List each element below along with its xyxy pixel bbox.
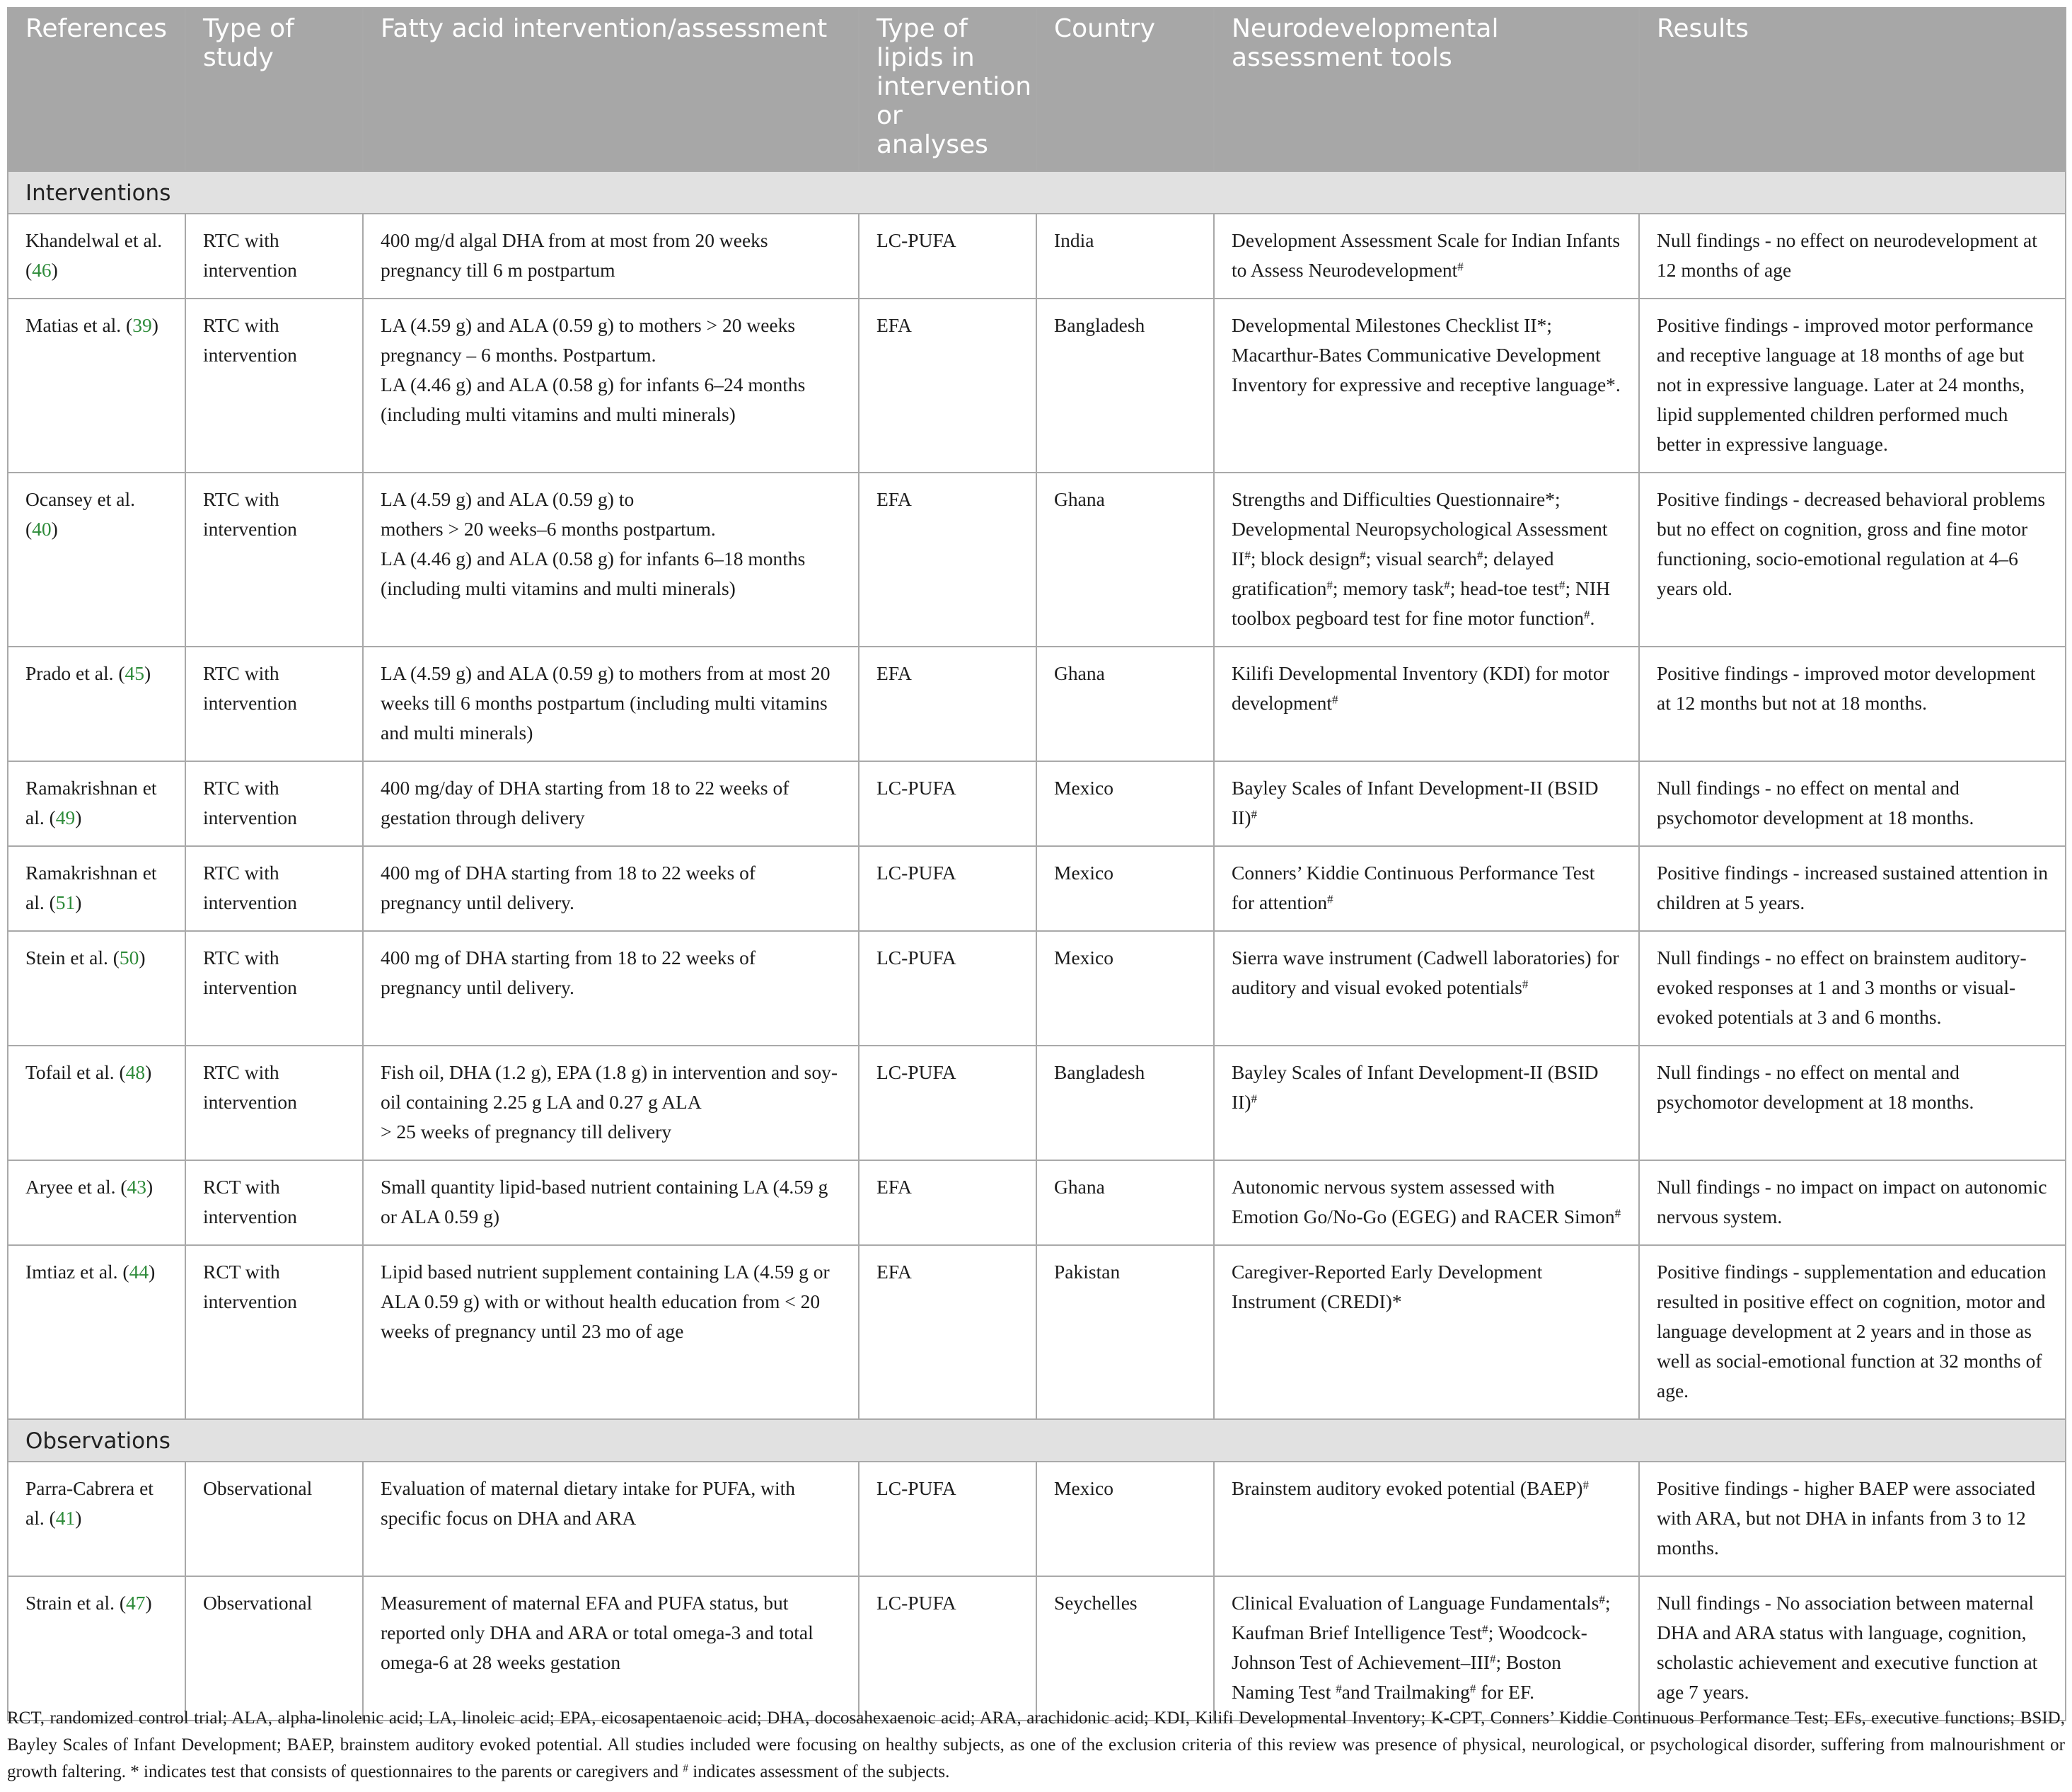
cell-country: India — [1036, 214, 1214, 299]
cell-country: Ghana — [1036, 1160, 1214, 1245]
cell-lipids: LC-PUFA — [859, 1462, 1036, 1576]
cell-assessment-tools: Development Assessment Scale for Indian Infants to Assess Neurodevelopment# — [1214, 214, 1639, 299]
reference-close: ) — [151, 314, 158, 336]
table-footnote: RCT, randomized control trial; ALA, alpha-linolenic acid; LA, linoleic acid; EPA, eicosapentaenoic acid; DHA, docosahexaenoic acid; ARA, arachidonic acid; KDI, Kilifi Developmental Inventory; K-CPT, Conners’ Kiddie Continuous Performance Test; EFs, executive functions; BSID, Bayley Scales of Infant Development; BAEP, brainstem auditory evoked potential. All studies included were focusing on healthy subjects, as one of the exclusion criteria of this review was presence of physical, neurological, or psychological disorder, suffering from malnourishment or growth faltering. * indicates test that consists of questionnaires to the parents or caregivers and # indicates assessment of the subjects. — [7, 1709, 2065, 1781]
cell-intervention: LA (4.59 g) and ALA (0.59 g) to mothers from at most 20 weeks till 6 months postpartum (including multi vitamins and multi minerals) — [363, 647, 859, 761]
cell-study-type: Observational — [185, 1576, 363, 1721]
reference-link[interactable]: 49 — [55, 807, 76, 828]
cell-country: Bangladesh — [1036, 299, 1214, 473]
cell-reference — [8, 299, 185, 473]
cell-study-type: RTC with intervention — [185, 761, 363, 846]
reference-link[interactable]: 39 — [132, 314, 152, 336]
cell-results: Null findings - no effect on mental and psychomotor development at 18 months. — [1639, 761, 2066, 846]
cell-reference — [8, 1576, 185, 1721]
reference-link[interactable]: 51 — [55, 891, 76, 913]
cell-results: Null findings - no effect on neurodevelopment at 12 months of age — [1639, 214, 2066, 299]
reference-author: Ocansey et al. ( — [25, 488, 135, 540]
reference-link[interactable]: 44 — [129, 1261, 149, 1283]
cell-study-type: RTC with intervention — [185, 647, 363, 761]
cell-results: Positive findings - higher BAEP were associated with ARA, but not DHA in infants from 3 to 12 months. — [1639, 1462, 2066, 1576]
table-body — [8, 171, 2066, 1721]
cell-assessment-tools: Clinical Evaluation of Language Fundamentals#; Kaufman Brief Intelligence Test#; Woodcock-Johnson Test of Achievement–III#; Boston Naming Test #and Trailmaking# for EF. — [1214, 1576, 1639, 1721]
cell-lipids: EFA — [859, 473, 1036, 647]
cell-lipids: LC-PUFA — [859, 846, 1036, 931]
header-type-of-study: Type of study — [185, 8, 363, 171]
reference-close: ) — [51, 518, 58, 540]
reference-link[interactable]: 46 — [32, 259, 52, 281]
cell-study-type: RTC with intervention — [185, 299, 363, 473]
cell-lipids: LC-PUFA — [859, 931, 1036, 1046]
table-row — [8, 846, 2066, 931]
table-row — [8, 1576, 2066, 1721]
reference-link[interactable]: 41 — [55, 1507, 76, 1529]
cell-intervention: Fish oil, DHA (1.2 g), EPA (1.8 g) in intervention and soy-oil containing 2.25 g LA and 0.27 g ALA > 25 weeks of pregnancy till delivery — [363, 1046, 859, 1160]
cell-reference — [8, 761, 185, 846]
reference-author: Khandelwal et al. ( — [25, 229, 163, 281]
cell-results: Positive findings - supplementation and education resulted in positive effect on cognition, motor and language development at 2 years and in those as well as social-emotional function at 32 months of age. — [1639, 1245, 2066, 1419]
reference-author: Strain et al. ( — [25, 1592, 127, 1614]
reference-close: ) — [75, 807, 82, 828]
cell-study-type: Observational — [185, 1462, 363, 1576]
reference-close: ) — [146, 1176, 154, 1198]
reference-author: Ramakrishnan et al. ( — [25, 862, 157, 913]
cell-reference — [8, 1245, 185, 1419]
cell-results: Positive findings - decreased behavioral problems but no effect on cognition, gross and fine motor functioning, socio-emotional regulation at 4–6 years old. — [1639, 473, 2066, 647]
cell-intervention: 400 mg/d algal DHA from at most from 20 weeks pregnancy till 6 m postpartum — [363, 214, 859, 299]
table-row — [8, 1046, 2066, 1160]
cell-results: Null findings - No association between maternal DHA and ARA status with language, cognition, scholastic achievement and executive function at age 7 years. — [1639, 1576, 2066, 1721]
cell-country: Ghana — [1036, 473, 1214, 647]
cell-country: Mexico — [1036, 761, 1214, 846]
cell-reference — [8, 647, 185, 761]
cell-intervention: Measurement of maternal EFA and PUFA status, but reported only DHA and ARA or total omega-3 and total omega-6 at 28 weeks gestation — [363, 1576, 859, 1721]
table-row — [8, 1160, 2066, 1245]
cell-intervention: Evaluation of maternal dietary intake for PUFA, with specific focus on DHA and ARA — [363, 1462, 859, 1576]
cell-assessment-tools: Conners’ Kiddie Continuous Performance Test for attention# — [1214, 846, 1639, 931]
header-assessment-tools: Neurodevelopmental assessment tools — [1214, 8, 1639, 171]
cell-reference — [8, 214, 185, 299]
table-row — [8, 1462, 2066, 1576]
cell-country: Bangladesh — [1036, 1046, 1214, 1160]
cell-country: Mexico — [1036, 846, 1214, 931]
cell-country: Mexico — [1036, 1462, 1214, 1576]
cell-lipids: EFA — [859, 299, 1036, 473]
header-type-of-lipids: Type of lipids in intervention or analyses — [859, 8, 1036, 171]
cell-assessment-tools: Kilifi Developmental Inventory (KDI) for motor development# — [1214, 647, 1639, 761]
table-row — [8, 214, 2066, 299]
cell-intervention: Small quantity lipid-based nutrient containing LA (4.59 g or ALA 0.59 g) — [363, 1160, 859, 1245]
reference-author: Stein et al. ( — [25, 947, 120, 969]
reference-close: ) — [145, 1061, 152, 1083]
header-row — [8, 8, 2066, 171]
table-row — [8, 473, 2066, 647]
cell-lipids: EFA — [859, 1160, 1036, 1245]
header-results: Results — [1639, 8, 2066, 171]
cell-assessment-tools: Brainstem auditory evoked potential (BAEP)# — [1214, 1462, 1639, 1576]
reference-author: Tofail et al. ( — [25, 1061, 126, 1083]
cell-intervention: 400 mg/day of DHA starting from 18 to 22 weeks of gestation through delivery — [363, 761, 859, 846]
reference-author: Ramakrishnan et al. ( — [25, 777, 157, 828]
reference-close: ) — [51, 259, 58, 281]
header-references: References — [8, 8, 185, 171]
cell-study-type: RCT with intervention — [185, 1245, 363, 1419]
cell-intervention: LA (4.59 g) and ALA (0.59 g) to mothers > 20 weeks pregnancy – 6 months. Postpartum. LA (4.46 g) and ALA (0.58 g) for infants 6–24 months (including multi vitamins and multi minerals) — [363, 299, 859, 473]
reference-close: ) — [139, 947, 146, 969]
cell-assessment-tools: Developmental Milestones Checklist II*; Macarthur-Bates Communicative Development Inventory for expressive and receptive language*. — [1214, 299, 1639, 473]
reference-link[interactable]: 45 — [125, 662, 145, 684]
reference-close: ) — [144, 662, 151, 684]
table-row — [8, 761, 2066, 846]
cell-results: Positive findings - improved motor performance and receptive language at 18 months of age but not in expressive language. Later at 24 months, lipid supplemented children performed much better in expressive language. — [1639, 299, 2066, 473]
cell-country: Ghana — [1036, 647, 1214, 761]
cell-reference — [8, 931, 185, 1046]
cell-country: Pakistan — [1036, 1245, 1214, 1419]
section-title: Observations — [8, 1419, 2066, 1462]
cell-reference — [8, 1046, 185, 1160]
cell-intervention: Lipid based nutrient supplement containing LA (4.59 g or ALA 0.59 g) with or without health education from < 20 weeks of pregnancy until 23 mo of age — [363, 1245, 859, 1419]
cell-lipids: LC-PUFA — [859, 761, 1036, 846]
table-row — [8, 299, 2066, 473]
cell-assessment-tools: Sierra wave instrument (Cadwell laboratories) for auditory and visual evoked potentials# — [1214, 931, 1639, 1046]
cell-reference — [8, 473, 185, 647]
table-row — [8, 931, 2066, 1046]
header-country: Country — [1036, 8, 1214, 171]
cell-lipids: LC-PUFA — [859, 1576, 1036, 1721]
cell-intervention: 400 mg of DHA starting from 18 to 22 weeks of pregnancy until delivery. — [363, 846, 859, 931]
section-row — [8, 171, 2066, 214]
cell-results: Null findings - no effect on brainstem auditory-evoked responses at 1 and 3 months or visual-evoked potentials at 3 and 6 months. — [1639, 931, 2066, 1046]
cell-assessment-tools: Caregiver-Reported Early Development Instrument (CREDI)* — [1214, 1245, 1639, 1419]
cell-results: Null findings - no effect on mental and psychomotor development at 18 months. — [1639, 1046, 2066, 1160]
cell-reference — [8, 1160, 185, 1245]
cell-study-type: RTC with intervention — [185, 1046, 363, 1160]
reference-link[interactable]: 50 — [119, 947, 139, 969]
header-fatty-acid-intervention: Fatty acid intervention/assessment — [363, 8, 859, 171]
section-row — [8, 1419, 2066, 1462]
cell-intervention: 400 mg of DHA starting from 18 to 22 weeks of pregnancy until delivery. — [363, 931, 859, 1046]
cell-assessment-tools: Bayley Scales of Infant Development-II (BSID II)# — [1214, 761, 1639, 846]
reference-link[interactable]: 40 — [32, 518, 52, 540]
cell-lipids: EFA — [859, 1245, 1036, 1419]
table-row — [8, 1245, 2066, 1419]
reference-close: ) — [75, 891, 82, 913]
cell-study-type: RCT with intervention — [185, 1160, 363, 1245]
cell-assessment-tools: Strengths and Difficulties Questionnaire*; Developmental Neuropsychological Assessment II#; block design#; visual search#; delayed gratification#; memory task#; head-toe test#; NIH toolbox pegboard test for fine motor function#. — [1214, 473, 1639, 647]
cell-assessment-tools: Autonomic nervous system assessed with Emotion Go/No-Go (EGEG) and RACER Simon# — [1214, 1160, 1639, 1245]
cell-lipids: LC-PUFA — [859, 1046, 1036, 1160]
section-title: Interventions — [8, 171, 2066, 214]
reference-author: Matias et al. ( — [25, 314, 133, 336]
reference-close: ) — [75, 1507, 82, 1529]
reference-link[interactable]: 47 — [126, 1592, 146, 1614]
cell-lipids: LC-PUFA — [859, 214, 1036, 299]
cell-reference — [8, 846, 185, 931]
cell-study-type: RTC with intervention — [185, 214, 363, 299]
reference-author: Imtiaz et al. ( — [25, 1261, 129, 1283]
reference-link[interactable]: 48 — [125, 1061, 146, 1083]
reference-author: Parra-Cabrera et al. ( — [25, 1477, 154, 1529]
cell-country: Mexico — [1036, 931, 1214, 1046]
studies-table — [7, 7, 2066, 1721]
reference-author: Prado et al. ( — [25, 662, 125, 684]
cell-results: Positive findings - increased sustained attention in children at 5 years. — [1639, 846, 2066, 931]
reference-close: ) — [145, 1592, 152, 1614]
cell-study-type: RTC with intervention — [185, 846, 363, 931]
cell-results: Null findings - no impact on impact on autonomic nervous system. — [1639, 1160, 2066, 1245]
cell-country: Seychelles — [1036, 1576, 1214, 1721]
cell-results: Positive findings - improved motor development at 12 months but not at 18 months. — [1639, 647, 2066, 761]
table-row — [8, 647, 2066, 761]
cell-lipids: EFA — [859, 647, 1036, 761]
cell-assessment-tools: Bayley Scales of Infant Development-II (BSID II)# — [1214, 1046, 1639, 1160]
reference-link[interactable]: 43 — [127, 1176, 147, 1198]
cell-study-type: RTC with intervention — [185, 473, 363, 647]
reference-close: ) — [149, 1261, 156, 1283]
cell-reference — [8, 1462, 185, 1576]
cell-intervention: LA (4.59 g) and ALA (0.59 g) to mothers > 20 weeks–6 months postpartum. LA (4.46 g) and ALA (0.58 g) for infants 6–18 months (including multi vitamins and multi minerals) — [363, 473, 859, 647]
cell-study-type: RTC with intervention — [185, 931, 363, 1046]
reference-author: Aryee et al. ( — [25, 1176, 127, 1198]
